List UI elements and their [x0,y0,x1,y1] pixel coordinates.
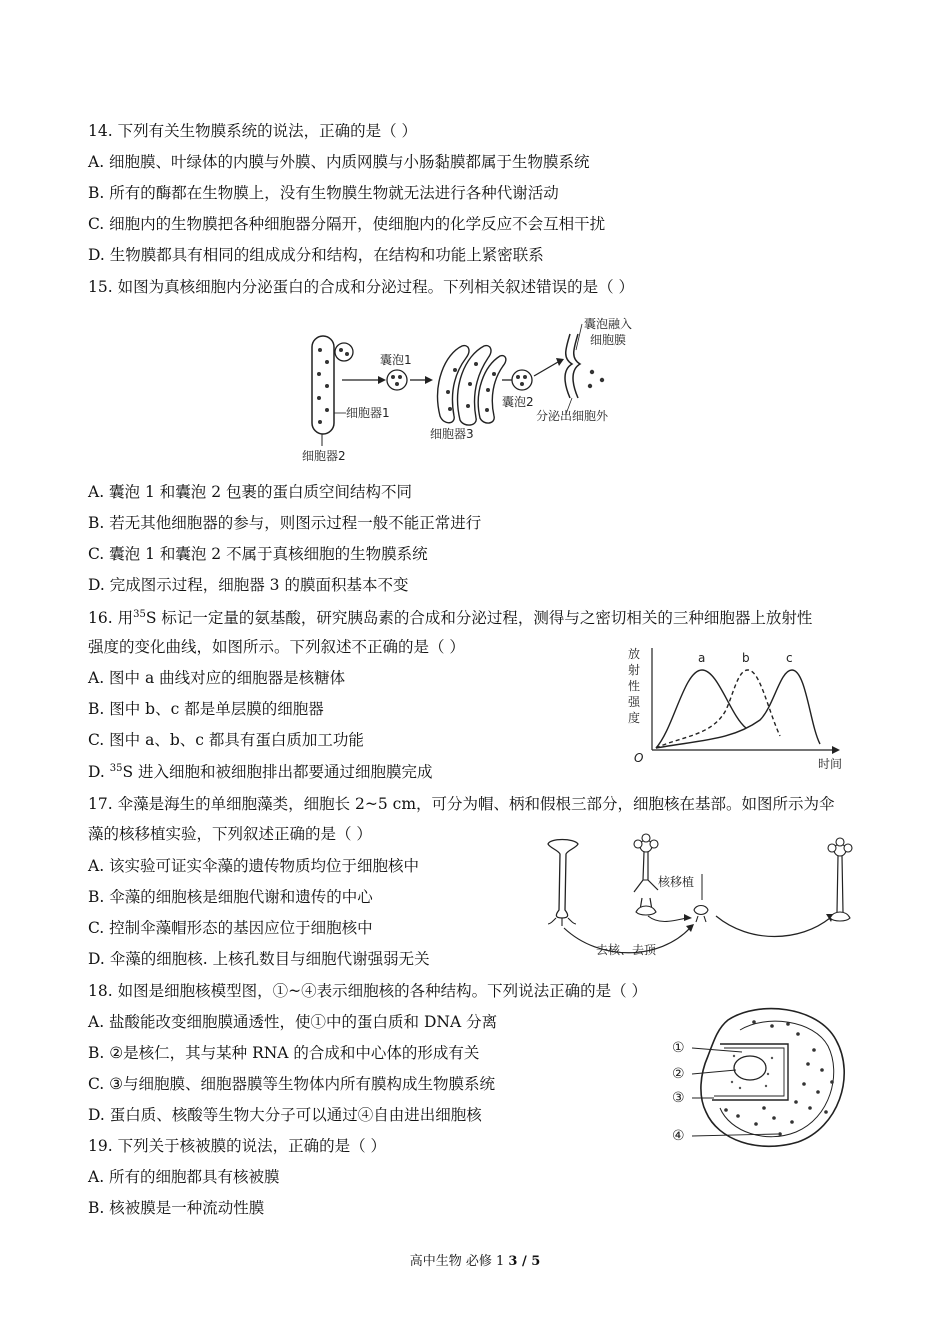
q17-stem-line2: 藻的核移植实验，下列叙述正确的是（ ） [88,825,372,843]
label-organelle2: 细胞器2 [302,449,346,463]
label-2: ② [672,1066,685,1082]
label-3: ③ [672,1090,685,1106]
q16-optd-sup: 35 [109,762,123,774]
q19-option-b: B. 核被膜是一种流动性膜 [88,1199,265,1217]
curve-c-label: c [786,651,793,665]
label-secrete: 分泌出细胞外 [536,409,609,423]
ylabel-char-4: 强 [628,695,641,709]
q16-option-b: B. 图中 b、c 都是单层膜的细胞器 [88,700,324,718]
curve-b [656,670,780,748]
q16-stem [88,608,812,628]
q16-stem-line2: 强度的变化曲线，如图所示。下列叙述不正确的是（ ） [88,638,465,656]
chart-xlabel: 时间 [818,757,843,771]
ylabel-char-2: 射 [628,663,641,677]
acetabularia-diagram [540,832,870,964]
q17-option-a: A. 该实验可证实伞藻的遗传物质均位于细胞核中 [88,857,420,875]
q16-stem-pre: 16. 用 [88,609,134,627]
label-remove: 去核、去顶 [596,943,657,957]
q18-option-b: B. ②是核仁，其与某种 RNA 的合成和中心体的形成有关 [88,1044,480,1062]
q16-stem-post: S 标记一定量的氨基酸，研究胰岛素的合成和分泌过程，测得与之密切相关的三种细胞器上放射性 [145,609,813,627]
q16-optd-pre: D. [88,763,110,781]
radioactivity-chart [622,640,862,775]
q17-option-d: D. 伞藻的细胞核. 上核孔数目与细胞代谢强弱无关 [88,950,430,968]
label-4: ④ [672,1128,685,1144]
q15-option-a: A. 囊泡 1 和囊泡 2 包裹的蛋白质空间结构不同 [88,483,412,501]
q17-option-b: B. 伞藻的细胞核是细胞代谢和遗传的中心 [88,888,373,906]
chart-origin: O [634,751,644,765]
q14-option-a: A. 细胞膜、叶绿体的内膜与外膜、内质网膜与小肠黏膜都属于生物膜系统 [88,153,590,171]
q14-option-b: B. 所有的酶都在生物膜上，没有生物膜生物就无法进行各种代谢活动 [88,184,559,202]
q15-option-c: C. 囊泡 1 和囊泡 2 不属于真核细胞的生物膜系统 [88,545,428,563]
curve-c [656,670,820,748]
label-fusion-2: 细胞膜 [590,333,627,347]
curve-a-label: a [698,651,706,665]
q19-stem: 19. 下列关于核被膜的说法，正确的是（ ） [88,1137,387,1155]
ylabel-char-3: 性 [628,679,641,693]
q18-option-d: D. 蛋白质、核酸等生物大分子可以通过④自由进出细胞核 [88,1106,482,1124]
q19-option-a: A. 所有的细胞都具有核被膜 [88,1168,280,1186]
q17-option-c: C. 控制伞藻帽形态的基因应位于细胞核中 [88,919,373,937]
q15-option-b: B. 若无其他细胞器的参与，则图示过程一般不能正常进行 [88,514,482,532]
secretion-diagram [300,314,650,464]
q15-option-d: D. 完成图示过程，细胞器 3 的膜面积基本不变 [88,576,409,594]
q17-stem: 17. 伞藻是海生的单细胞藻类，细胞长 2~5 cm，可分为帽、柄和假根三部分，细胞核在基部。如图所示为伞 [88,795,835,813]
footer-page-number: 3 / 5 [508,1254,541,1269]
q16-optd-post: S 进入细胞和被细胞排出都要通过细胞膜完成 [122,763,433,781]
q14-stem: 14. 下列有关生物膜系统的说法，正确的是（ ） [88,122,418,140]
curve-b-label: b [742,651,750,665]
q14-option-d: D. 生物膜都具有相同的组成成分和结构，在结构和功能上紧密联系 [88,246,544,264]
footer-prefix: 高中生物 必修 1 [409,1254,509,1269]
label-organelle1: 细胞器1 [346,406,390,420]
q18-stem: 18. 如图是细胞核模型图，①~④表示细胞核的各种结构。下列说法正确的是（ ） [88,982,647,1000]
q16-option-c: C. 图中 a、b、c 都具有蛋白质加工功能 [88,731,364,749]
curve-a [656,670,746,748]
ylabel-char-5: 度 [628,711,641,725]
label-fusion-1: 囊泡融入 [584,317,633,331]
q18-option-a: A. 盐酸能改变细胞膜通透性，使①中的蛋白质和 DNA 分离 [88,1013,498,1031]
nucleus-model-diagram [668,1004,868,1150]
label-1: ① [672,1040,685,1056]
label-organelle3: 细胞器3 [430,427,474,441]
q16-stem-sup: 35 [133,608,146,620]
q15-stem: 15. 如图为真核细胞内分泌蛋白的合成和分泌过程。下列相关叙述错误的是（ ） [88,278,635,296]
label-transplant: 核移植 [658,875,695,889]
q16-option-d [88,762,433,782]
q16-option-a: A. 图中 a 曲线对应的细胞器是核糖体 [88,669,346,687]
q18-option-c: C. ③与细胞膜、细胞器膜等生物体内所有膜构成生物膜系统 [88,1075,496,1093]
label-vesicle1: 囊泡1 [380,353,412,367]
label-vesicle2: 囊泡2 [502,395,534,409]
page-footer [0,1250,950,1269]
q14-option-c: C. 细胞内的生物膜把各种细胞器分隔开，使细胞内的化学反应不会互相干扰 [88,215,606,233]
ylabel-char-1: 放 [628,647,641,661]
